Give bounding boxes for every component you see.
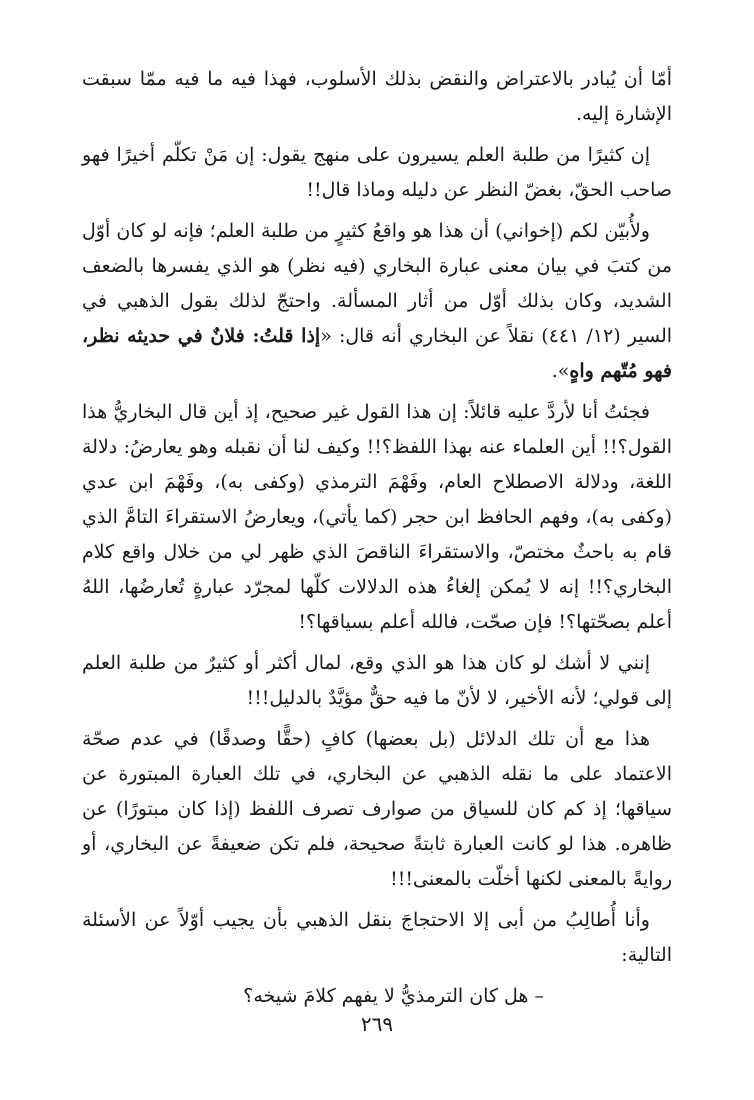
paragraph-7: وأنا أُطالِبُ من أبى إلا الاحتجاجَ بنقل الذهبي بأن يجيب أوّلاً عن الأسئلة التالية: — [82, 909, 672, 966]
question-item: – هل كان الترمذيُّ لا يفهم كلامَ شيخه؟ — [243, 985, 544, 1007]
bukhari-quote: إذا قلتُ: فلانٌ في حديثه نظر، فهو مُتّهم واهٍ — [82, 325, 672, 382]
page-number: ٢٦٩ — [360, 1012, 394, 1036]
paragraph-4: فجئتُ أنا لأردَّ عليه قائلاً: إن هذا القول غير صحيح، إذ أين قال البخاريُّ هذا القول؟!! أين العلماء عنه بهذا اللفظ؟!! وكيف لنا أن نقبله وهو يعارضُ: دلالة اللغة، ودلالة الاصطلاح العام، وفَهْمَ الترمذي (وكفى به)، وفَهْمَ ابن عدي (وكفى به)، وفهم الحافظ ابن حجر (كما يأتي)، ويعارضُ الاستقراءَ التامَّ الذي قام به باحثٌ مختصّ، والاستقراءَ الناقصَ الذي ظهر لي من خلال واقع كلام البخاري؟!! إنه لا يُمكن إلغاءُ هذه الدلالات كلّها لمجرّد عبارةٍ تُعارضُها، اللهُ أعلم بصحّتها؟! فإن صحّت، فالله أعلم بسياقها؟! — [82, 401, 672, 633]
paragraph-1: أمّا أن يُبادر بالاعتراض والنقض بذلك الأسلوب، فهذا فيه ما فيه ممّا سبقت الإشارة إليه. — [82, 68, 672, 125]
page-body — [82, 62, 672, 1014]
paragraph-3 — [82, 214, 672, 389]
paragraph-3-end: ». — [551, 360, 570, 382]
paragraph-5: إنني لا أشك لو كان هذا هو الذي وقع، لمال أكثر أو كثيرٌ من طلبة العلم إلى قولي؛ لأنه الأخير، لا لأنّ ما فيه حقٌّ مؤيَّدٌ بالدليل!!! — [82, 652, 672, 709]
paragraph-2: إن كثيرًا من طلبة العلم يسيرون على منهج يقول: إن مَنْ تكلّم أخيرًا فهو صاحب الحقّ، بغضّ النظر عن دليله وماذا قال!! — [82, 144, 672, 201]
paragraph-6: هذا مع أن تلك الدلائل (بل بعضها) كافٍ (حقًّا وصدقًا) في عدم صحّة الاعتماد على ما نقله الذهبي عن البخاري، في تلك العبارة المبتورة عن سياقها؛ إذ كم كان للسياق من صوارف تصرف اللفظ (إذا كان مبتورًا) عن ظاهره. هذا لو كانت العبارة ثابتةً صحيحة، فلم تكن ضعيفةً عن البخاري، أو روايةً بالمعنى لكنها أخلّت بالمعنى!!! — [82, 728, 672, 890]
paragraph-3-text: ولأُبيّن لكم (إخواني) أن هذا هو واقعُ كثيرٍ من طلبة العلم؛ فإنه لو كان أوّل من كتبَ في بيان معنى عبارة البخاري (فيه نظر) هو الذي يفسرها بالضعف الشديد، وكان بذلك أوّل من أثار المسألة. واحتجّ لذلك بقول الذهبي في السير (١٢/ ٤٤١) نقلاً عن البخاري أنه قال: « — [82, 220, 673, 347]
